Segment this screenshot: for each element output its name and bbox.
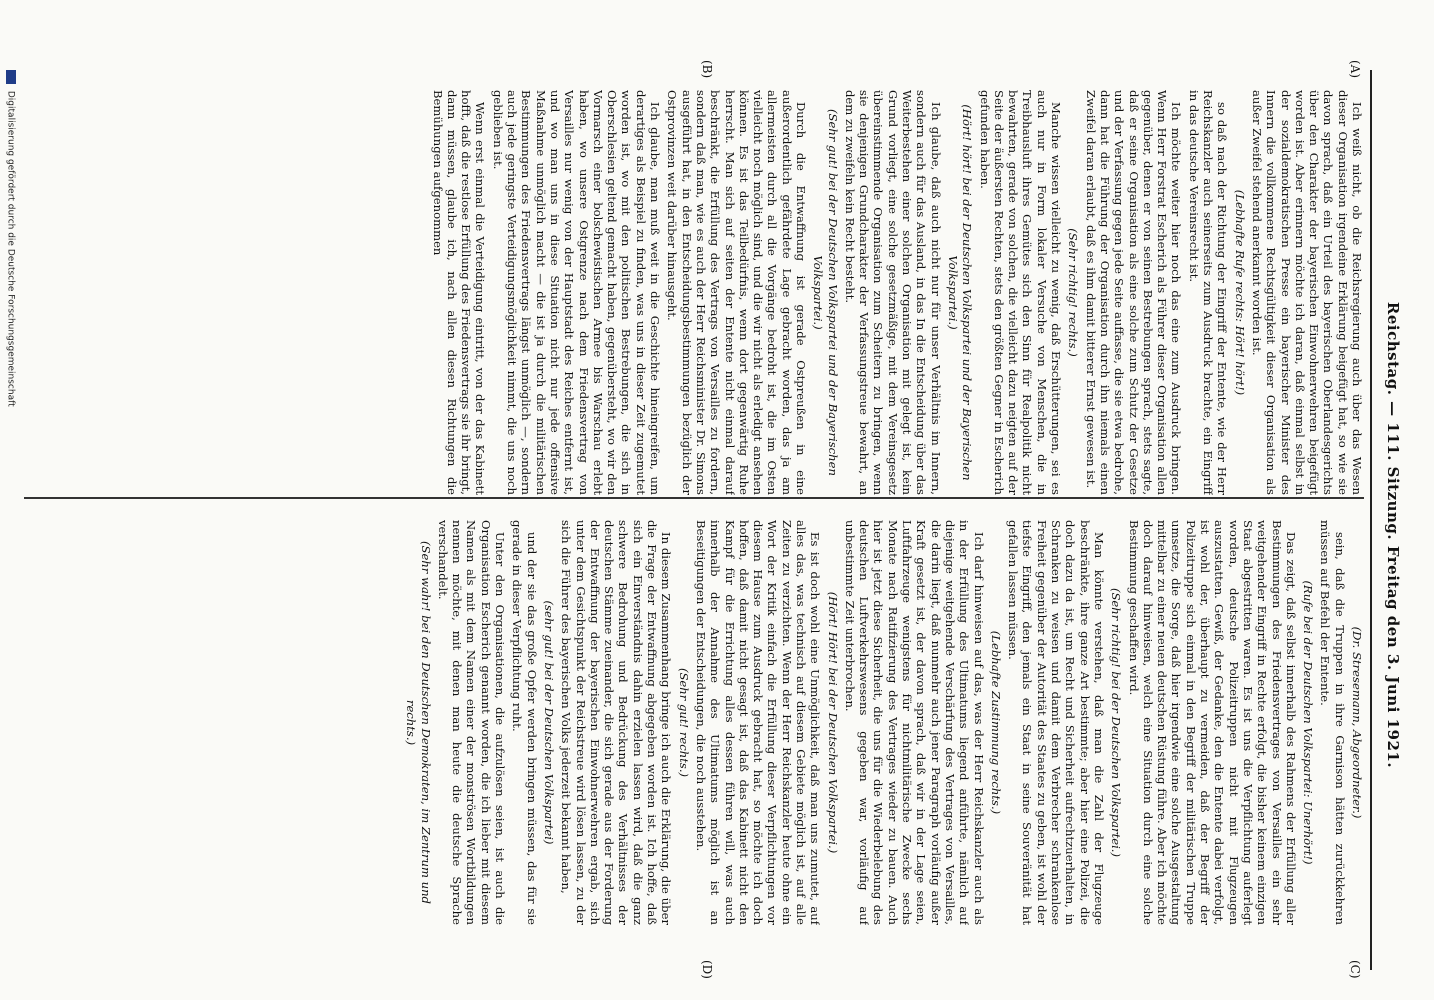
paragraph: so daß nach der Richtung der Eingriff der Entente, wie der Herr Reichskanzler auch seinerseits zum Ausdruck brachte, ein Eingriff in das deutsche Vereinsrecht ist. [1186, 90, 1230, 495]
interjection: (Hört! hört! bei der Deutschen Volkspartei und der Bayerischen Volkspartei.) [945, 104, 975, 481]
paragraph: Ich glaube, daß auch nicht nur für unser Verhältnis im Innern, sondern auch für das Ausland, in das In die Entscheidung über das Weiterbestehen einer solchen Organisation mit gelegt ist, kein Grund vorliegt, eine solche gesetzmäßige, mit dem Vereinsgesetz übereinstimmende Organisation zum Scheitern zu bringen, wenn sie denjenigen Grundcharakter der Verfassungstreue bewahrt, an dem zu zweifeln kein Recht besteht. [842, 90, 943, 495]
paragraph: Durch die Entwaffnung ist gerade Ostpreußen in eine außerordentlich gefährdete Lage gebracht worden, das ja am allermeisten durch all die Vorgänge bedroht ist, die im Osten vielleicht noch möglich sind, und die wir nicht als erledigt ansehen können. Es ist das Teilbedürfnis, wenn dort gegenwärtig Ruhe herrscht. Man sich auf seiten der Entente nicht einmal darauf beschränkt, die Erfüllung des Vertrags von Versailles zu fordern, sondern daß man, wie es auch der Herr Reichsminister Dr. Simons ausgeführt hat, in den Entscheidungsbestimmungen bezüglich der Ostprovinzen weit darüber hinausgeht. [665, 90, 809, 495]
column-divider [24, 497, 1364, 499]
interjection: (Sehr richtig! rechts.) [1066, 228, 1081, 357]
interjection: (sehr gut! bei der Deutschen Volkspartei) [541, 600, 556, 845]
paragraph: Ich möchte weiter hier noch das eine zum Ausdruck bringen. Wenn Herr Forstrat Escherich als Führer dieser Organisation allen gegenüber, denen er von seinen Bestrebungen sprach, stets sagte, daß er seine Organisation als eine solche zum Schutz der Gesetze und der Verfassung gegen jede Seite auffasse, die sie etwa bedrohe, dann hat die Führung der Organisation durch ihn niemals einen Zweifel daran erlaubt, daß es ihm damit bitterer Ernst gewesen ist. [1083, 90, 1184, 495]
margin-mark-d: (D) [700, 960, 714, 979]
paragraph: und der sie das große Opfer werden bringen müssen, das für sie gerade in dieser Verpflichtung ruht. [510, 520, 539, 925]
paragraph: Ich glaube, man muß weit in die Geschichte hineingreifen, um derartiges als Beispiel zu finden, was uns in dieser Zeit zugemutet worden ist, wo mit den politischen Bestrebungen, die sich in Oberschlesien geltend gemacht haben, gegenübersteht, wo wir den Vormarsch einer bolschewistischen Armee bis Warschau erlebt haben, wo unsere Ostgrenze nach dem Friedensvertrag von Versailles nur wenig von der Hauptstadt des Reiches entfernt ist, und wo man uns in diese Situation nicht nur jede offensive Maßnahme unmöglich macht — die ist ja durch die militärischen Bestimmungen des Friedensvertrags längst unmöglich —, sondern auch jede geringste Verteidigungsmöglichkeit nimmt, die uns noch geblieben ist. [490, 90, 663, 495]
footer-text: Digitalisierung gefördert durch die Deutsche Forschungsgemeinschaft [5, 90, 16, 407]
interjection: (Sehr gut! bei der Deutschen Volkspartei und der Bayerischen Volkspartei.) [811, 109, 840, 476]
interjection: (Sehr wahr! bei den Deutschen Demokraten, im Zentrum und rechts.) [404, 541, 433, 904]
header-title: Reichstag. — 111. Sitzung. Freitag den 3. Juni 1921. [1384, 301, 1402, 769]
text-column-right [34, 520, 1364, 925]
paragraph: Das zeigt, daß selbst innerhalb des Rahmens der Erfüllung aller Bestimmungen des Friedensvertrages von Versailles ein sehr weitgehender Eingriff in Rechte erfolgt, die bisher keinem einzigen Staat abgestritten waren. Es ist uns die Verpflichtung auferlegt worden, deutsche Polizeitruppen nicht mit Flugzeugen auszustatten. Gewiß, der Gedanke, den die Entente dabei verfolgt, ist wohl der, überhaupt zu vermeiden, daß der Begriff der Polizeitruppe sich einmal in den Begriff der militärischen Truppe umsetze, die Sorge, daß hier irgendwie eine solche Ausgestaltung mittelbar zu einer neuen deutschen Rüstung führe. Aber ich möchte doch darauf hinweisen, welch eine Situation durch eine solche Bestimmung geschaffen wird. [1126, 520, 1298, 925]
interjection: (Lebhafte Zustimmung rechts.) [988, 630, 1003, 815]
paragraph: Es ist doch wohl eine Unmöglichkeit, daß man uns zumutet, auf alles das, was technisch auf diesem Gebiete möglich ist, auf alle Zeiten zu verzichten. Wenn der Herr Reichskanzler heute ohne ein Wort der Kritik einfach die Erfüllung dieser Verpflichtungen vor diesem Hause zum Ausdruck gebracht hat, so möchte ich doch hoffen, daß damit nicht gesagt ist, daß das Kabinett nicht den Kampf für die Errichtung alles dessen führen will, was auch innerhalb der Annahme des Ultimatums möglich ist an Beseitigungen der Entscheidungen, die noch ausstehen. [693, 520, 823, 925]
paragraph: sein, daß die Truppen in ihre Garnison hätten zurückkehren müssen auf Befehl der Entente. [1318, 520, 1347, 925]
margin-mark-b: (B) [700, 60, 714, 79]
dfg-logo-icon [6, 70, 16, 84]
digitization-credit [2, 70, 16, 970]
text-column-left [34, 90, 1364, 495]
paragraph: Man könnte verstehen, daß man die Zahl der Flugzeuge beschränkte, ihre ganze Art bestimmte; aber hier eine Polizei, die doch dazu da ist, um Recht und Sicherheit aufrechtzuerhalten, in Schranken zu weisen und damit dem Verbrecher schrankenlose Freiheit gegenüber der Autorität des Staates zu geben, ist wohl der tiefste Eingriff, den jemals ein Staat in seine Souveränität hat gefallen lassen müssen. [1006, 520, 1106, 925]
header-rule [1370, 70, 1372, 970]
page-header [1376, 90, 1406, 980]
interjection: (Lebhafte Rufe rechts: Hört! hört!) [1232, 189, 1247, 396]
margin-mark-a: (A) [1348, 60, 1362, 79]
paragraph: In diesem Zusammenhang bringe ich auch die Erklärung, die über die Frage der Entwaffnung abgegeben worden ist. Ich hoffe, daß sich ein Einverständnis dahin erzielen lassen wird, daß die ganz schwere Bedrohung und Bedrückung des Verhältnisses der deutschen Stämme zueinander, die sich gerade aus der Forderung der Entwaffnung der bayerischen Einwohnerwehren ergab, sich unter dem Gesichtspunkt der Reichstreue wird lösen lassen, zu der sich die Führer des bayerischen Volks jederzeit bekannt haben, [559, 520, 674, 925]
paragraph: Unter den Organisationen, die aufzulösen seien, ist auch die Organisation Escherich genannt worden, die ich lieber mit diesem Namen als mit dem Namen einer der monströsen Wortbildungen nennen möchte, mit denen man heute die deutsche Sprache verschandelt. [435, 520, 508, 925]
speaker-line: (Dr. Stresemann, Abgeordneter.) [1350, 626, 1364, 819]
paragraph: Ich darf hinweisen auf das, was der Herr Reichskanzler auch als in der Erfüllung des Ultimatums liegend anführte, nämlich auf diejenige weitgehende Verschärfung des Vertrages von Versailles, die darin liegt, daß nunmehr auch jener Paragraph vorläufig außer Kraft gesetzt ist, der davon sprach, daß wir in der Lage seien, Luftfahrzeuge wenigstens für nichtmilitärische Zwecke sechs Monate nach Ratifizierung des Vertrages wieder zu bauen. Auch hier ist jetzt diese Sicherheit, die uns für die Wiederbelebung des deutschen Luftverkehrswesens gegeben war, vorläufig auf unbestimmte Zeit unterbrochen. [842, 520, 986, 925]
paragraph: Ich weiß nicht, ob die Reichsregierung auch über das Wesen dieser Organisation irgendeine Erklärung beigefügt hat, so wie sie davon sprach, daß ein Urteil des bayerischen Oberlandesgerichts über den Charakter der bayerischen Einwohnerwehren beigefügt worden ist. Aber erinnern möchte ich daran, daß einmal selbst in der sozialdemokratischen Presse ein bayerischer Minister des Innern die vollkommene Rechtsgültigkeit dieser Organisation als außer Zweifel stehend anerkannt worden ist. [1249, 90, 1364, 495]
paragraph: Manche wissen vielleicht zu wenig, daß Erschütterungen, sei es auch nur in Form lokaler Versuche von Menschen, die in Treibhausluft ihres Gemütes sich den Sinn für Realpolitik nicht bewahrten, gerade von solchen, die vielleicht dazu neigten auf der Seite der äußersten Rechten, stets den größten Gegner in Escherich gefunden haben. [977, 90, 1064, 495]
margin-mark-c: (C) [1348, 960, 1362, 979]
interjection: (Hört! Hört! bei der Deutschen Volkspartei.) [825, 591, 840, 854]
paragraph: Wenn erst einmal die Verteidigung eintritt, von der das Kabinett hofft, daß die restlose Erfüllung des Friedensvertrags sie ihr bringt, dann müssen, glaube ich, nach allen diesen Richtungen die Bemühungen aufgenommen [430, 90, 488, 495]
interjection: (Sehr richtig! bei der Deutschen Volkspartei.) [1109, 587, 1124, 858]
interjection: (Sehr gut! rechts.) [676, 667, 691, 778]
interjection: (Rufe bei der Deutschen Volkspartei: Unerhört!) [1301, 580, 1316, 865]
